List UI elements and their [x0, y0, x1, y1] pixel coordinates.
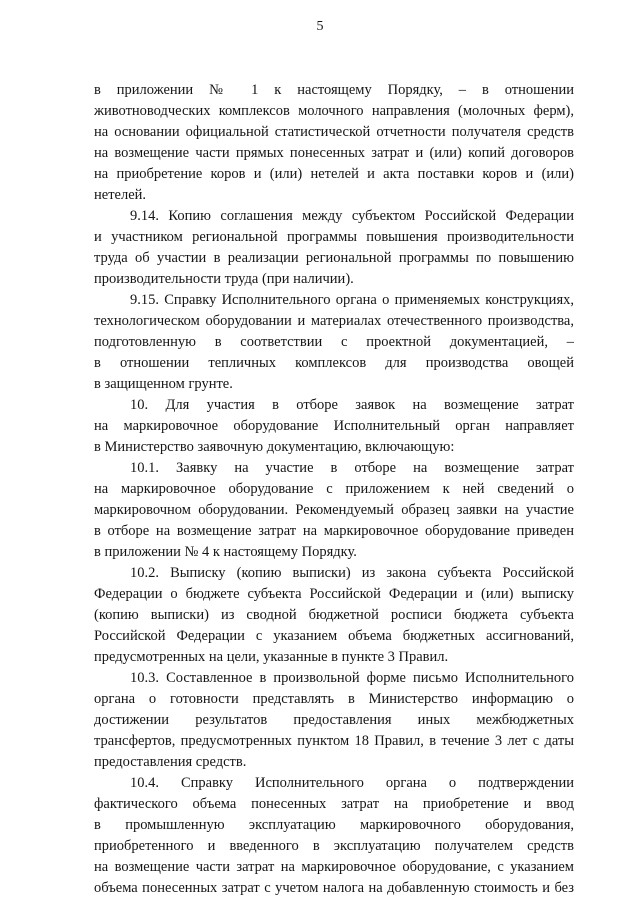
- text-line: в приложении № 4 к настоящему Порядку.: [94, 544, 357, 560]
- paragraph-first-line: 10.1. Заявку на участие в отборе на возмещение затрат: [130, 460, 574, 476]
- text-line: в защищенном грунте.: [94, 376, 233, 392]
- text-line: на основании официальной статистической отчетности получателя средств: [94, 124, 574, 140]
- paragraph-first-line: 9.14. Копию соглашения между субъектом Российской Федерации: [130, 208, 574, 224]
- text-line: предоставления средств.: [94, 754, 247, 770]
- text-line: технологическом оборудовании и материалах отечественного производства,: [94, 313, 574, 329]
- text-line: Российской Федерации с указанием объема бюджетных ассигнований,: [94, 628, 574, 644]
- text-line: фактического объема понесенных затрат на приобретение и ввод: [94, 796, 574, 812]
- text-line: объема понесенных затрат с учетом налога на добавленную стоимость и без: [94, 880, 574, 896]
- paragraph-first-line: 10. Для участия в отборе заявок на возмещение затрат: [130, 397, 574, 413]
- paragraph-first-line: 9.15. Справку Исполнительного органа о применяемых конструкциях,: [130, 292, 574, 308]
- text-line: и участником региональной программы повышения производительности: [94, 229, 574, 245]
- text-line: нетелей.: [94, 187, 147, 203]
- text-line: в отборе на возмещение затрат на маркировочное оборудование приведен: [94, 523, 574, 539]
- text-line: на возмещение части прямых понесенных затрат и (или) копий договоров: [94, 145, 574, 161]
- text-line: маркировочном оборудовании. Рекомендуемый образец заявки на участие: [94, 502, 574, 518]
- text-line: труда об участии в реализации региональной программы по повышению: [94, 250, 574, 266]
- text-line: органа о готовности представлять в Министерство информацию о: [94, 691, 574, 707]
- paragraph-first-line: 10.4. Справку Исполнительного органа о подтверждении: [130, 775, 574, 791]
- text-line: достижении результатов предоставления иных межбюджетных: [94, 712, 574, 728]
- text-line: трансфертов, предусмотренных пунктом 18 Правил, в течение 3 лет с даты: [94, 733, 574, 749]
- text-line: на возмещение части затрат на маркировочное оборудование, с указанием: [94, 859, 574, 875]
- text-line: производительности труда (при наличии).: [94, 271, 354, 287]
- text-line: (копию выписки) из сводной бюджетной росписи бюджета субъекта: [94, 607, 574, 623]
- text-line: в промышленную эксплуатацию маркировочного оборудования,: [94, 817, 574, 833]
- paragraph-first-line: 10.3. Составленное в произвольной форме письмо Исполнительного: [130, 670, 574, 686]
- text-line: приобретенного и введенного в эксплуатацию получателем средств: [94, 838, 574, 854]
- paragraph-first-line: 10.2. Выписку (копию выписки) из закона субъекта Российской: [130, 565, 574, 581]
- text-line: животноводческих комплексов молочного направления (молочных ферм),: [94, 103, 574, 119]
- text-line: на маркировочное оборудование с приложением к ней сведений о: [94, 481, 574, 497]
- page-number: 5: [316, 19, 324, 34]
- text-line: на приобретение коров и (или) нетелей и акта поставки коров и (или): [94, 166, 574, 182]
- text-line: на маркировочное оборудование Исполнительный орган направляет: [94, 418, 574, 434]
- text-line: Федерации о бюджете субъекта Российской Федерации и (или) выписку: [94, 586, 574, 602]
- text-line: в отношении тепличных комплексов для производства овощей: [94, 355, 574, 371]
- text-line: в приложении № 1 к настоящему Порядку, – в отношении: [94, 82, 574, 98]
- text-line: подготовленную в соответствии с проектной документацией, –: [94, 334, 574, 350]
- text-line: в Министерство заявочную документацию, включающую:: [94, 439, 455, 455]
- text-line: предусмотренных на цели, указанные в пункте 3 Правил.: [94, 649, 449, 665]
